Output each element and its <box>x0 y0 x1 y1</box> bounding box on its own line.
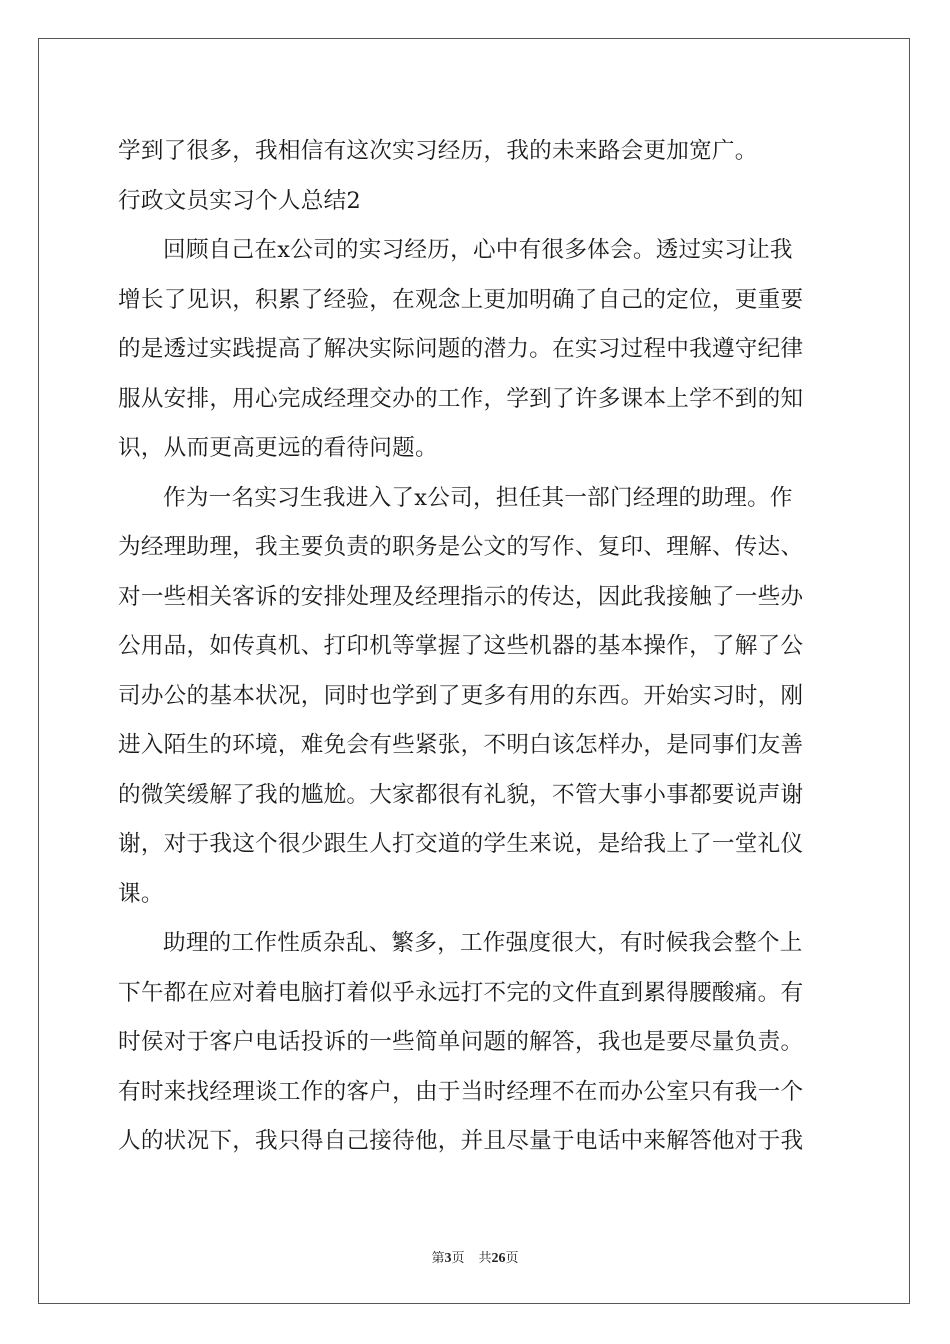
text-line: 人的状况下，我只得自己接待他，并且尽量于电话中来解答他对于我 <box>118 1128 804 1154</box>
page-footer <box>0 1247 950 1267</box>
text-line: 学到了很多，我相信有这次实习经历，我的未来路会更加宽广。 <box>118 138 758 164</box>
total-label-prefix: 共 <box>478 1251 492 1266</box>
text-line: 服从安排，用心完成经理交办的工作，学到了许多课本上学不到的知 <box>118 385 804 412</box>
text-line: 谢，对于我这个很少跟生人打交道的学生来说，是给我上了一堂礼仪 <box>118 831 804 857</box>
text-line: 助理的工作性质杂乱、繁多，工作强度很大，有时候我会整个上 <box>163 930 803 956</box>
paragraph-3 <box>118 919 834 1167</box>
page-label-unit: 页 <box>451 1251 465 1266</box>
total-label-unit: 页 <box>505 1251 519 1266</box>
document-body <box>118 127 834 1167</box>
current-page-number: 3 <box>444 1251 452 1266</box>
text-line: 回顾自己在x公司的实习经历，心中有很多体会。透过实习让我 <box>163 237 793 263</box>
text-line: 公用品，如传真机、打印机等掌握了这些机器的基本操作，了解了公 <box>118 633 804 659</box>
text-line: 作为一名实习生我进入了x公司，担任其一部门经理的助理。作 <box>163 484 793 511</box>
text-line: 的是透过实践提高了解决实际问题的潜力。在实习过程中我遵守纪律 <box>118 336 804 362</box>
text-line: 识，从而更高更远的看待问题。 <box>118 435 438 461</box>
paragraph-2 <box>118 474 834 920</box>
paragraph-1 <box>118 226 834 474</box>
text-line: 时侯对于客户电话投诉的一些简单问题的解答，我也是要尽量负责。 <box>118 1029 804 1055</box>
section-heading: 行政文员实习个人总结2 <box>118 187 362 214</box>
text-line: 的微笑缓解了我的尴尬。大家都很有礼貌，不管大事小事都要说声谢 <box>118 781 804 808</box>
text-line: 有时来找经理谈工作的客户，由于当时经理不在而办公室只有我一个 <box>118 1078 804 1105</box>
text-line: 进入陌生的环境，难免会有些紧张，不明白该怎样办，是同事们友善 <box>118 732 804 758</box>
text-line: 课。 <box>118 880 164 907</box>
text-line: 为经理助理，我主要负责的职务是公文的写作、复印、理解、传达、 <box>118 534 804 560</box>
text-line: 下午都在应对着电脑打着似乎永远打不完的文件直到累得腰酸痛。有 <box>118 979 804 1006</box>
text-line: 对一些相关客诉的安排处理及经理指示的传达，因此我接触了一些办 <box>118 583 804 610</box>
page-label-prefix: 第 <box>431 1251 445 1266</box>
text-line: 增长了见识，积累了经验，在观念上更加明确了自己的定位，更重要 <box>118 286 804 313</box>
total-page-count: 26 <box>491 1251 506 1266</box>
text-line: 司办公的基本状况，同时也学到了更多有用的东西。开始实习时，刚 <box>118 682 804 709</box>
